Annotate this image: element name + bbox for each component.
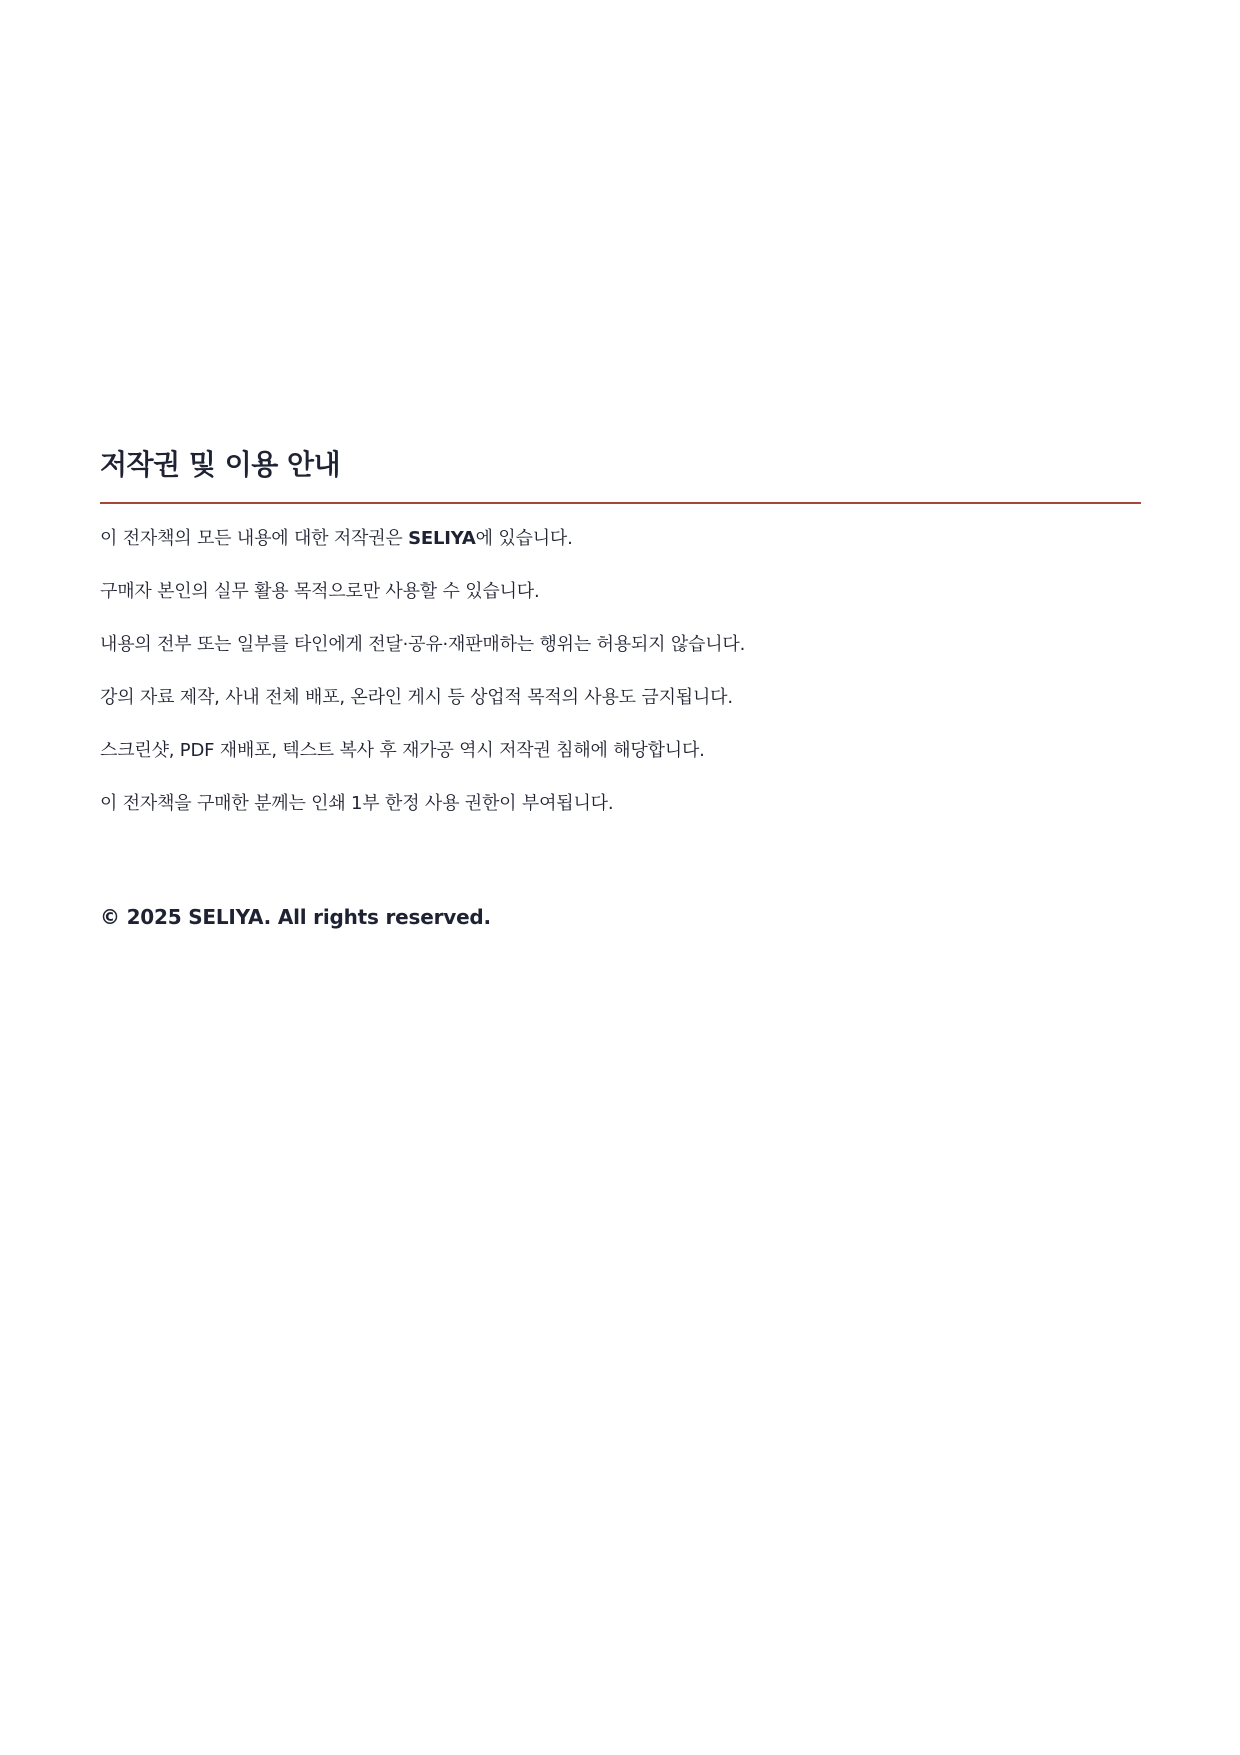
- notice-title: 저작권 및 이용 안내: [100, 448, 341, 481]
- term-copyright-owner: [100, 526, 1141, 552]
- term-text: 에 있습니다.: [475, 528, 573, 549]
- term-text: 강의 자료 제작, 사내 전체 배포, 온라인 게시 등 상업적 목적의 사용도 금지됩니다.: [100, 687, 733, 708]
- term-print-permission: [100, 791, 1141, 817]
- term-text: 스크린샷, PDF 재배포, 텍스트 복사 후 재가공 역시 저작권 침해에 해당합니다.: [100, 740, 705, 761]
- term-text: 이 전자책의 모든 내용에 대한 저작권은: [100, 528, 409, 549]
- term-no-sharing: [100, 632, 1141, 658]
- term-no-redistribution: [100, 738, 1141, 764]
- title-divider: [100, 502, 1141, 504]
- term-text: 이 전자책을 구매한 분께는 인쇄 1부 한정 사용 권한이 부여됩니다.: [100, 793, 614, 814]
- term-text: 구매자 본인의 실무 활용 목적으로만 사용할 수 있습니다.: [100, 581, 540, 602]
- term-no-commercial-use: [100, 685, 1141, 711]
- copyright-notice-section: [100, 445, 1141, 817]
- term-personal-use: [100, 579, 1141, 605]
- copyright-owner-name: SELIYA: [408, 528, 476, 549]
- copyright-footer: © 2025 SELIYA. All rights reserved.: [100, 905, 491, 929]
- term-text: 내용의 전부 또는 일부를 타인에게 전달·공유·재판매하는 행위는 허용되지 않습니다.: [100, 634, 746, 655]
- terms-list: [100, 526, 1141, 817]
